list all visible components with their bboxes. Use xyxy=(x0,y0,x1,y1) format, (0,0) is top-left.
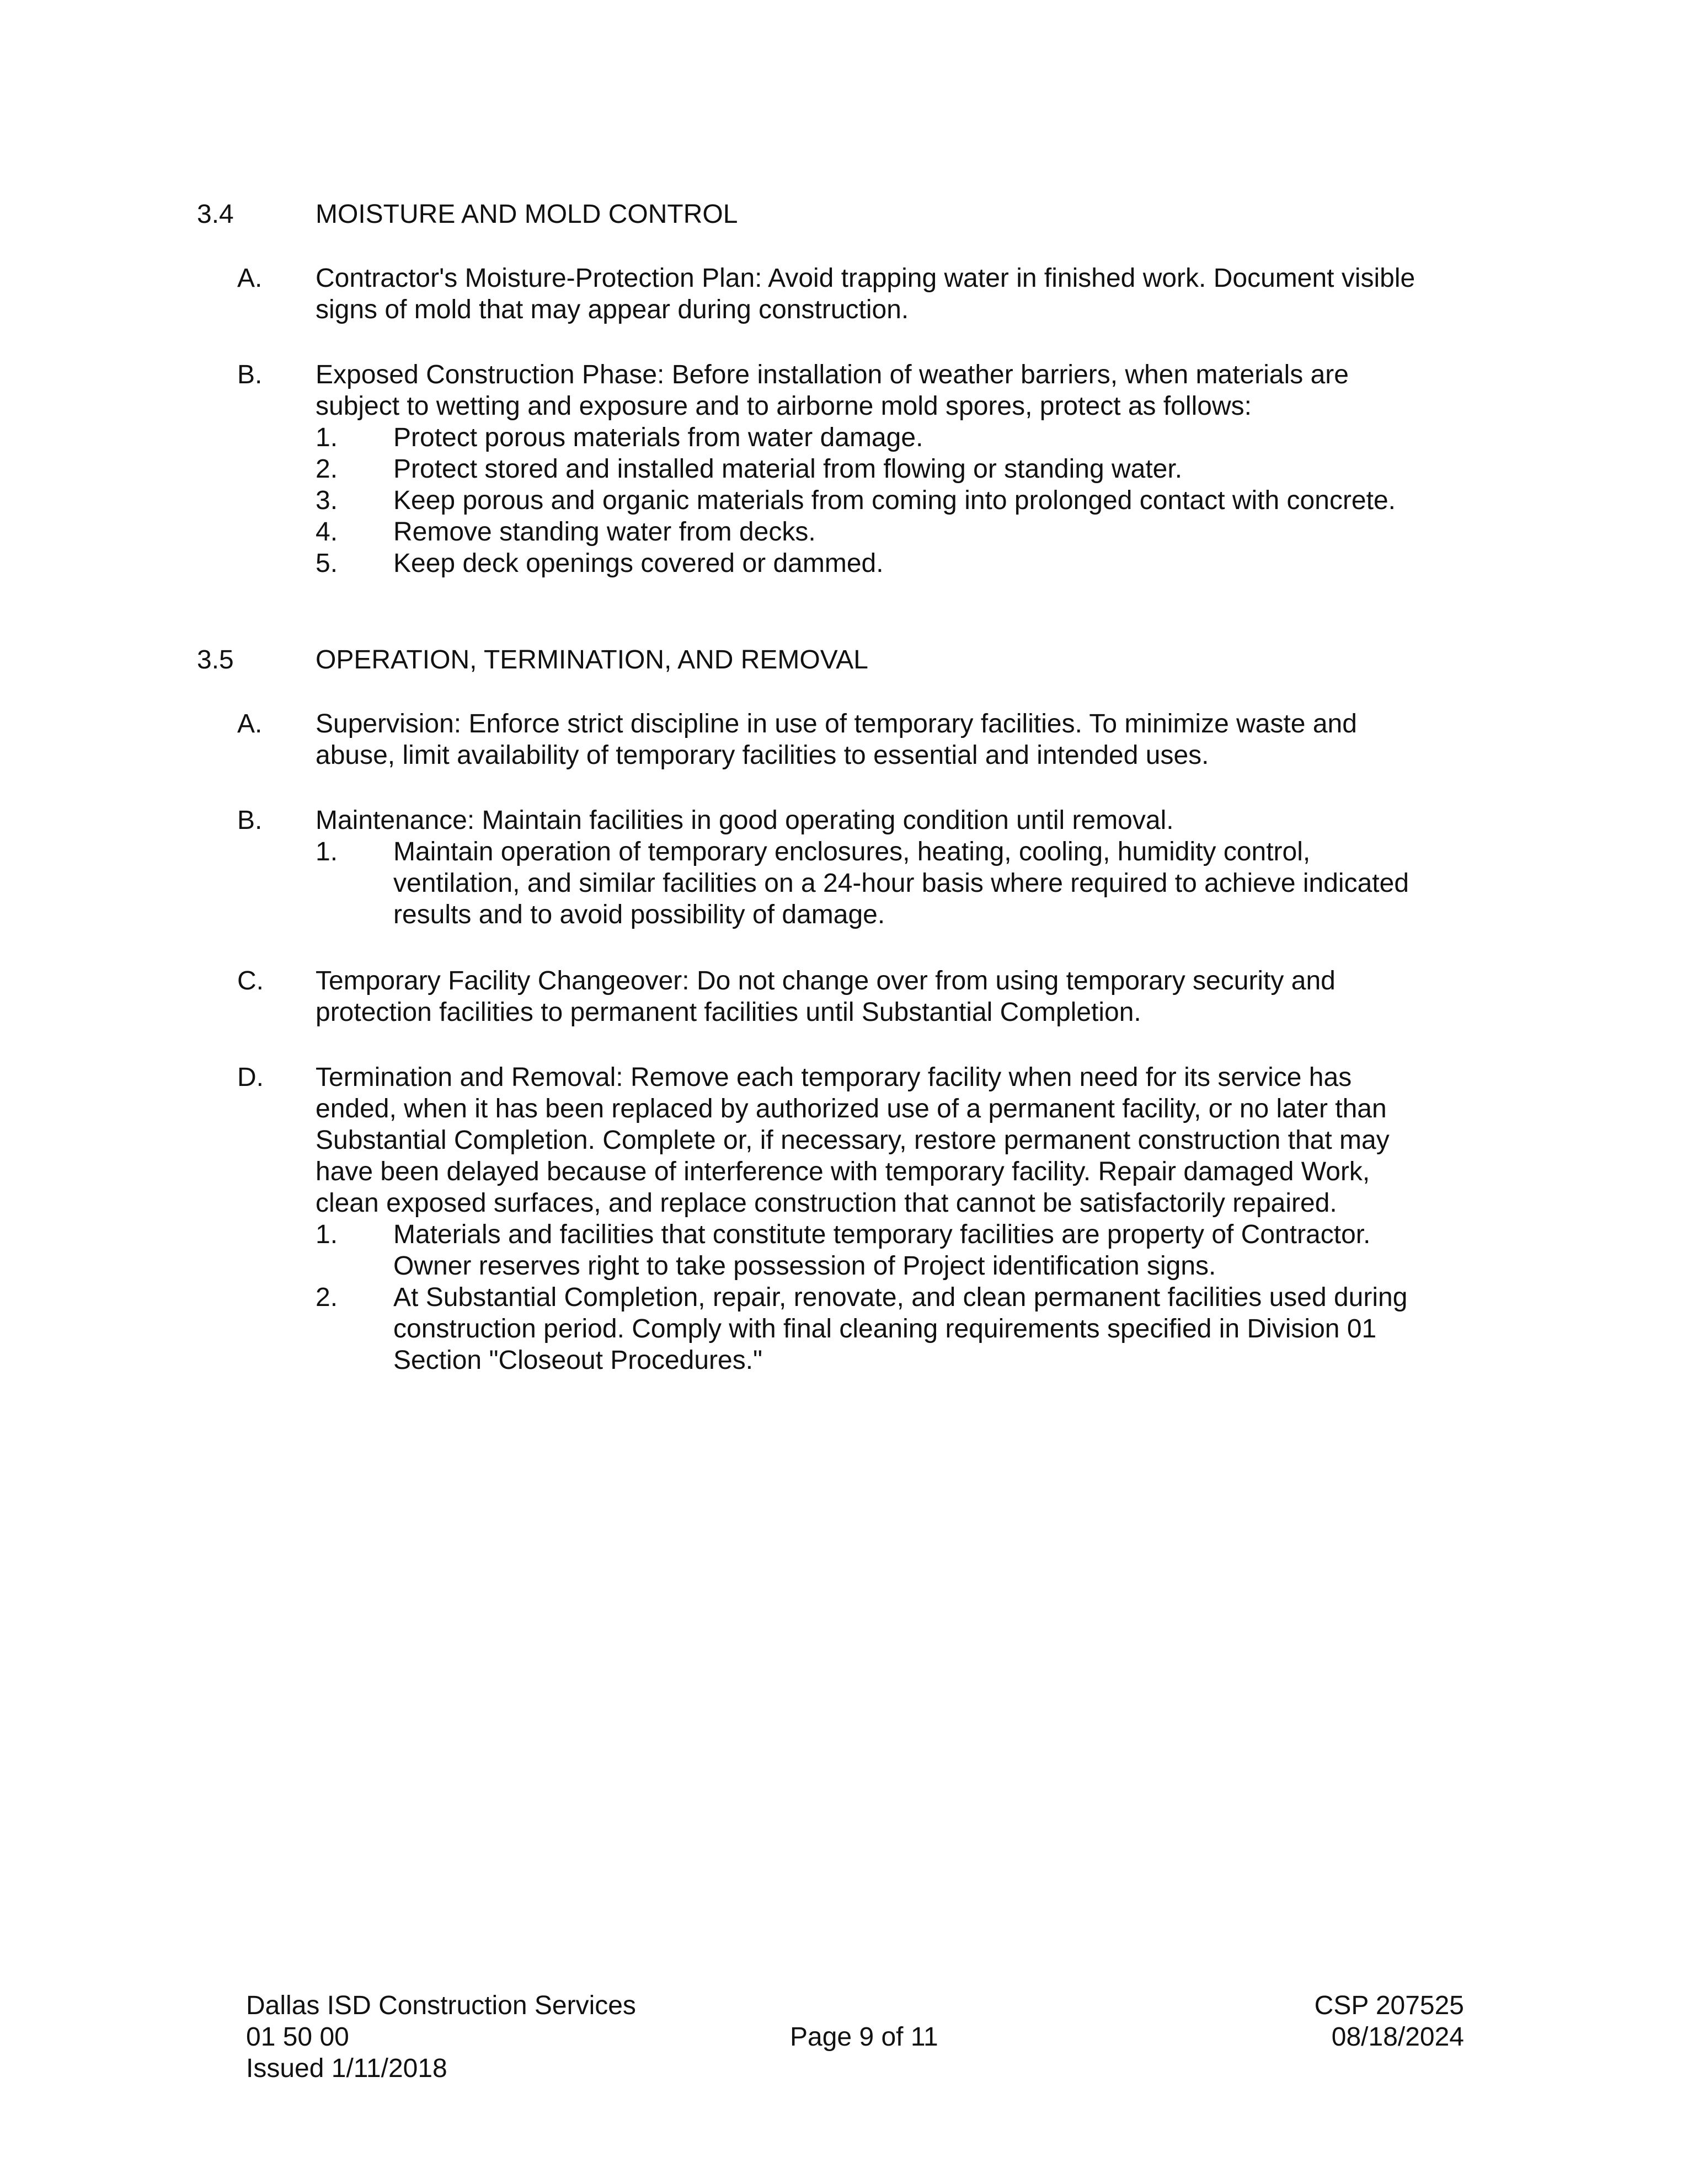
paragraph-letter: D. xyxy=(237,1063,264,1092)
list-item-text: Keep deck openings covered or dammed. xyxy=(393,549,884,578)
paragraph-line: have been delayed because of interference with temporary facility. Repair damaged Work, xyxy=(316,1157,1370,1186)
paragraph-line: Substantial Completion. Complete or, if necessary, restore permanent construction that may xyxy=(316,1126,1390,1155)
paragraph-line: subject to wetting and exposure and to airborne mold spores, protect as follows: xyxy=(316,392,1252,421)
list-item-text: results and to avoid possibility of damage. xyxy=(393,900,885,929)
footer-revision-date: 08/18/2024 xyxy=(1331,2022,1464,2052)
footer-project-number: CSP 207525 xyxy=(1314,1991,1464,2020)
list-item-number: 2. xyxy=(316,454,338,484)
list-item-text: Maintain operation of temporary enclosures, heating, cooling, humidity control, xyxy=(393,837,1311,866)
paragraph-line: protection facilities to permanent facilities until Substantial Completion. xyxy=(316,998,1141,1027)
list-item-number: 1. xyxy=(316,423,338,452)
paragraph-line: clean exposed surfaces, and replace construction that cannot be satisfactorily repaired. xyxy=(316,1189,1337,1218)
list-item-text: Remove standing water from decks. xyxy=(393,517,816,547)
list-item-text: At Substantial Completion, repair, renovate, and clean permanent facilities used during xyxy=(393,1283,1408,1312)
list-item-text: construction period. Comply with final cleaning requirements specified in Division 01 xyxy=(393,1314,1377,1343)
paragraph-line: abuse, limit availability of temporary facilities to essential and intended uses. xyxy=(316,741,1209,770)
paragraph-line: Supervision: Enforce strict discipline in use of temporary facilities. To minimize waste and xyxy=(316,709,1357,738)
footer-organization: Dallas ISD Construction Services xyxy=(246,1991,636,2020)
footer-page-number: Page 9 of 11 xyxy=(790,2022,938,2052)
section-title: MOISTURE AND MOLD CONTROL xyxy=(316,200,738,229)
paragraph-letter: A. xyxy=(237,264,263,293)
list-item-text: Owner reserves right to take possession of Project identification signs. xyxy=(393,1251,1216,1281)
section-number: 3.5 xyxy=(197,645,234,675)
list-item-text: ventilation, and similar facilities on a 24-hour basis where required to achieve indicated xyxy=(393,869,1409,898)
footer-issued-date: Issued 1/11/2018 xyxy=(246,2054,447,2083)
paragraph-line: signs of mold that may appear during construction. xyxy=(316,295,909,324)
paragraph-line: Termination and Removal: Remove each temporary facility when need for its service has xyxy=(316,1063,1352,1092)
paragraph-letter: B. xyxy=(237,806,263,835)
paragraph-line: ended, when it has been replaced by authorized use of a permanent facility, or no later than xyxy=(316,1094,1387,1123)
section-title: OPERATION, TERMINATION, AND REMOVAL xyxy=(316,645,868,675)
paragraph-letter: A. xyxy=(237,709,263,738)
list-item-number: 2. xyxy=(316,1283,338,1312)
paragraph-line: Temporary Facility Changeover: Do not change over from using temporary security and xyxy=(316,966,1336,995)
list-item-text: Section "Closeout Procedures." xyxy=(393,1346,763,1375)
paragraph-line: Maintenance: Maintain facilities in good operating condition until removal. xyxy=(316,806,1174,835)
footer-section-code: 01 50 00 xyxy=(246,2022,349,2052)
section-number: 3.4 xyxy=(197,200,234,229)
list-item-number: 1. xyxy=(316,837,338,866)
list-item-text: Materials and facilities that constitute temporary facilities are property of Contractor. xyxy=(393,1220,1371,1249)
list-item-text: Protect stored and installed material from flowing or standing water. xyxy=(393,454,1183,484)
list-item-number: 3. xyxy=(316,486,338,515)
paragraph-letter: C. xyxy=(237,966,264,995)
list-item-number: 5. xyxy=(316,549,338,578)
list-item-number: 4. xyxy=(316,517,338,547)
paragraph-line: Contractor's Moisture-Protection Plan: Avoid trapping water in finished work. Document visible xyxy=(316,264,1415,293)
list-item-text: Keep porous and organic materials from coming into prolonged contact with concrete. xyxy=(393,486,1396,515)
list-item-text: Protect porous materials from water damage. xyxy=(393,423,923,452)
paragraph-letter: B. xyxy=(237,360,263,389)
paragraph-line: Exposed Construction Phase: Before installation of weather barriers, when materials are xyxy=(316,360,1349,389)
list-item-number: 1. xyxy=(316,1220,338,1249)
